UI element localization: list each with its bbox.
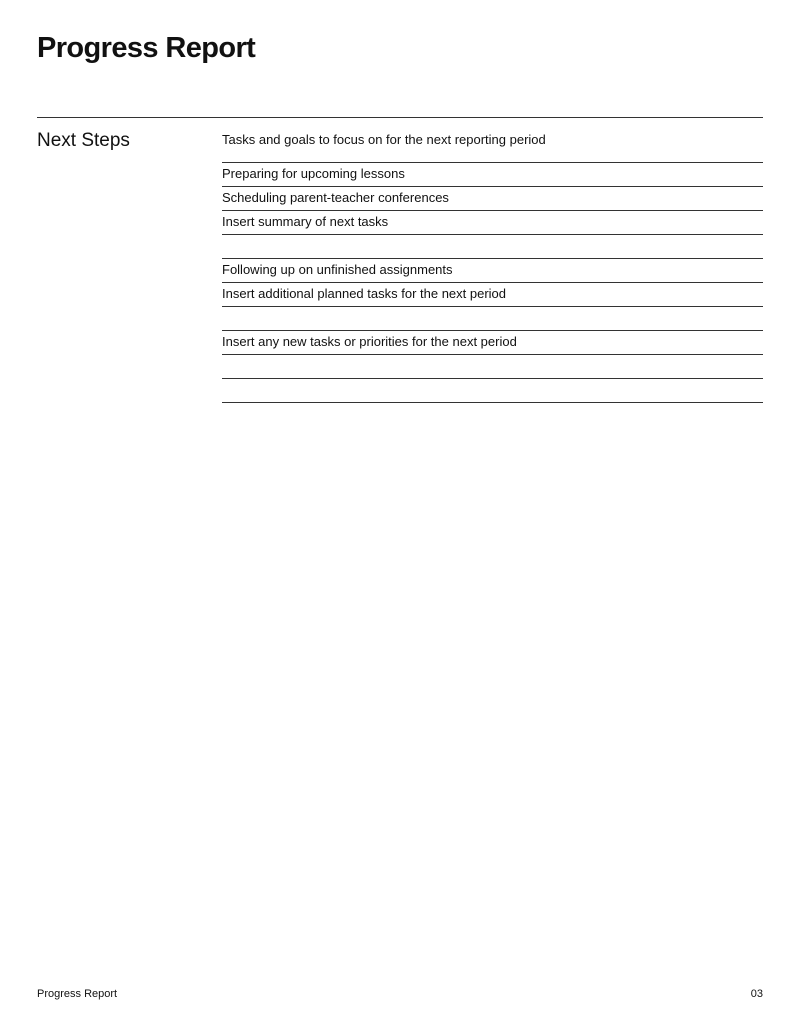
task-list [222, 162, 763, 403]
task-row [222, 354, 763, 378]
top-divider [37, 117, 763, 118]
task-row: Insert summary of next tasks [222, 210, 763, 234]
section-intro: Tasks and goals to focus on for the next reporting period [222, 132, 546, 147]
footer-title: Progress Report [37, 988, 118, 1000]
task-row [222, 378, 763, 403]
task-row: Insert any new tasks or priorities for the next period [222, 330, 763, 354]
task-row [222, 306, 763, 330]
task-row: Preparing for upcoming lessons [222, 162, 763, 186]
section-heading: Next Steps [37, 130, 130, 151]
task-row [222, 234, 763, 258]
page-title: Progress Report [37, 32, 256, 64]
task-row: Insert additional planned tasks for the next period [222, 282, 763, 306]
task-row: Following up on unfinished assignments [222, 258, 763, 282]
page-number: 03 [750, 988, 763, 1000]
task-row: Scheduling parent-teacher conferences [222, 186, 763, 210]
